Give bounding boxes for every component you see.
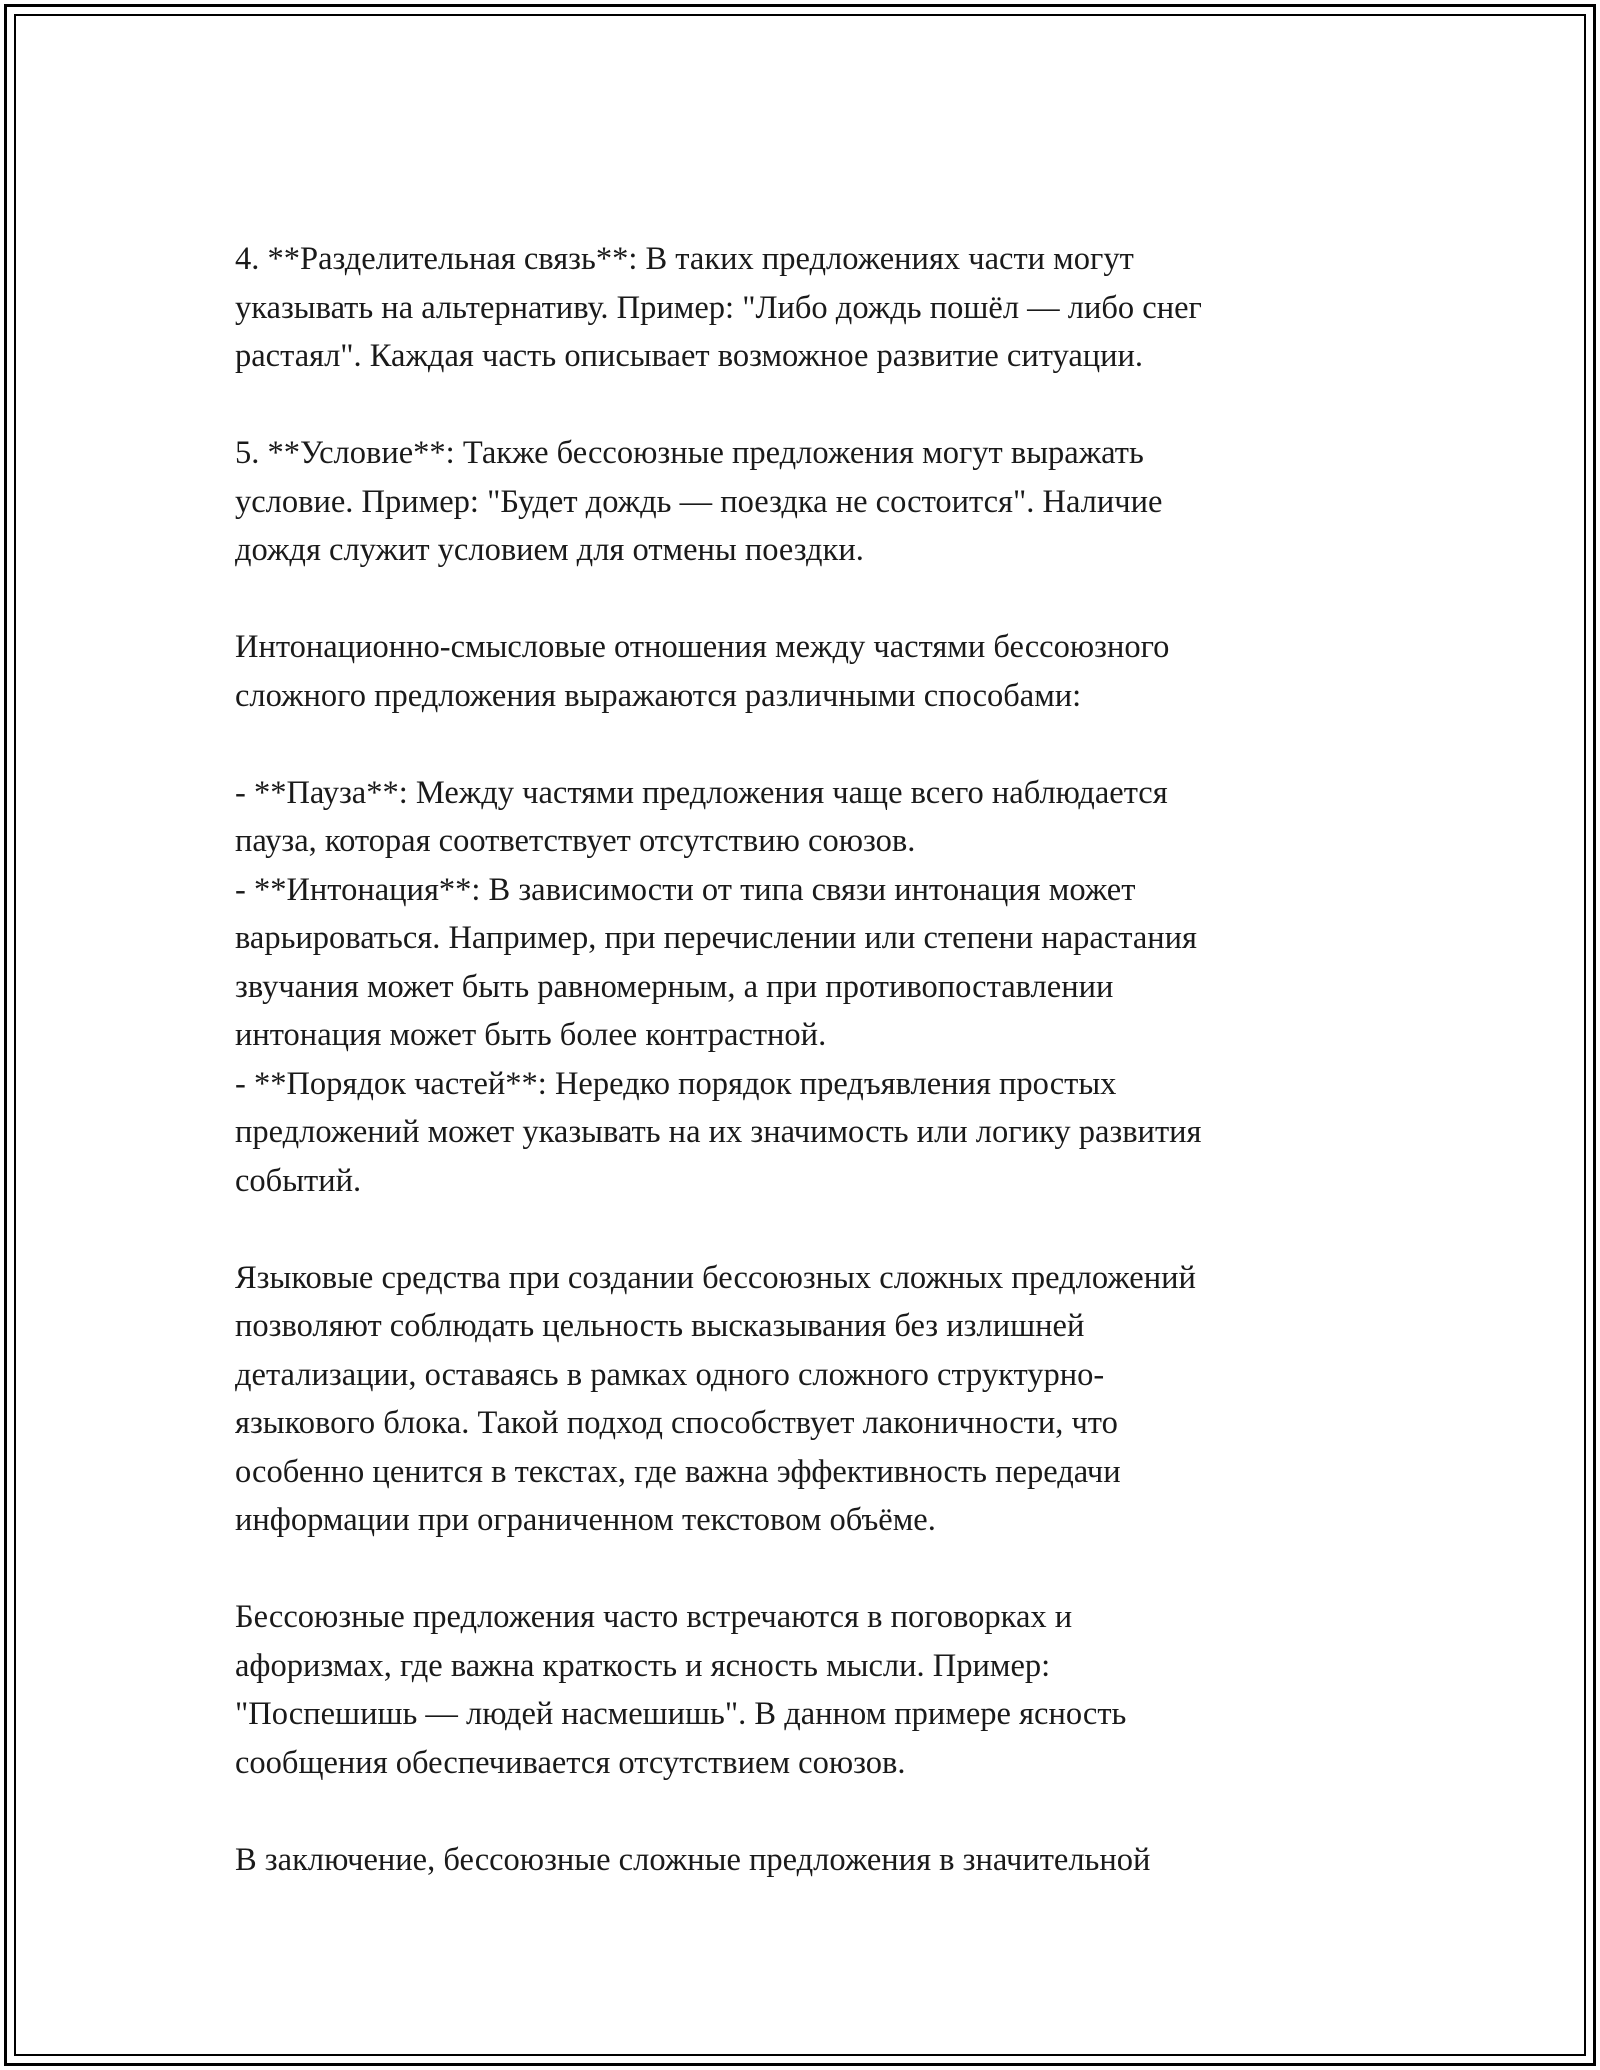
text-line: 4. **Разделительная связь**: В таких предложениях части могут [235,241,1134,277]
text-line: предложений может указывать на их значимость или логику развития [235,1114,1202,1150]
text-line: 5. **Условие**: Также бессоюзные предложения могут выражать [235,435,1144,471]
text-line: условие. Пример: "Будет дождь — поездка не состоится". Наличие [235,483,1163,520]
text-line: дождя служит условием для отмены поездки. [235,532,864,568]
paragraph-condition [235,429,1415,575]
list-item-order: - **Порядок частей**: Нередко порядок предъявления простых [235,1065,1117,1102]
text-line: Интонационно-смысловые отношения между частями бессоюзного [235,629,1170,665]
text-line: звучания может быть равномерным, а при противопоставлении [235,968,1114,1005]
text-line: детализации, оставаясь в рамках одного сложного структурно- [235,1356,1105,1393]
paragraph-intonation-intro [235,623,1415,720]
text-line: Бессоюзные предложения часто встречаются в поговорках и [235,1599,1073,1635]
text-line: языкового блока. Такой подход способствует лаконичности, что [235,1405,1118,1441]
text-line: сложного предложения выражаются различными способами: [235,677,1082,714]
text-line: Языковые средства при создании бессоюзных сложных предложений [235,1259,1196,1296]
list-item-pause: - **Пауза**: Между частями предложения чаще всего наблюдается [235,774,1168,811]
list-item-intonation: - **Интонация**: В зависимости от типа связи интонация может [235,871,1136,908]
text-line: событий. [235,1162,362,1199]
text-line: пауза, которая соответствует отсутствию союзов. [235,823,916,859]
text-line: интонация может быть более контрастной. [235,1017,827,1053]
paragraph-language-means [235,1254,1415,1545]
paragraph-conclusion [235,1836,1415,1885]
paragraph-proverbs [235,1593,1415,1787]
text-line: афоризмах, где важна краткость и ясность мысли. Пример: [235,1647,1051,1684]
paragraph-disjunctive-link [235,235,1415,381]
text-line: варьироваться. Например, при перечислении или степени нарастания [235,920,1197,956]
bullet-list-means [235,769,1415,1206]
text-line: "Поспешишь — людей насмешишь". В данном примере ясность [235,1696,1127,1732]
document-body [235,235,1415,1884]
text-line: указывать на альтернативу. Пример: "Либо дождь пошёл — либо снег [235,289,1202,326]
text-line: позволяют соблюдать цельность высказывания без излишней [235,1308,1085,1344]
text-line: сообщения обеспечивается отсутствием союзов. [235,1744,906,1781]
text-line: информации при ограниченном текстовом объёме. [235,1502,936,1538]
text-line: В заключение, бессоюзные сложные предложения в значительной [235,1841,1151,1878]
text-line: растаял". Каждая часть описывает возможное развитие ситуации. [235,338,1144,374]
text-line: особенно ценится в текстах, где важна эффективность передачи [235,1453,1121,1490]
